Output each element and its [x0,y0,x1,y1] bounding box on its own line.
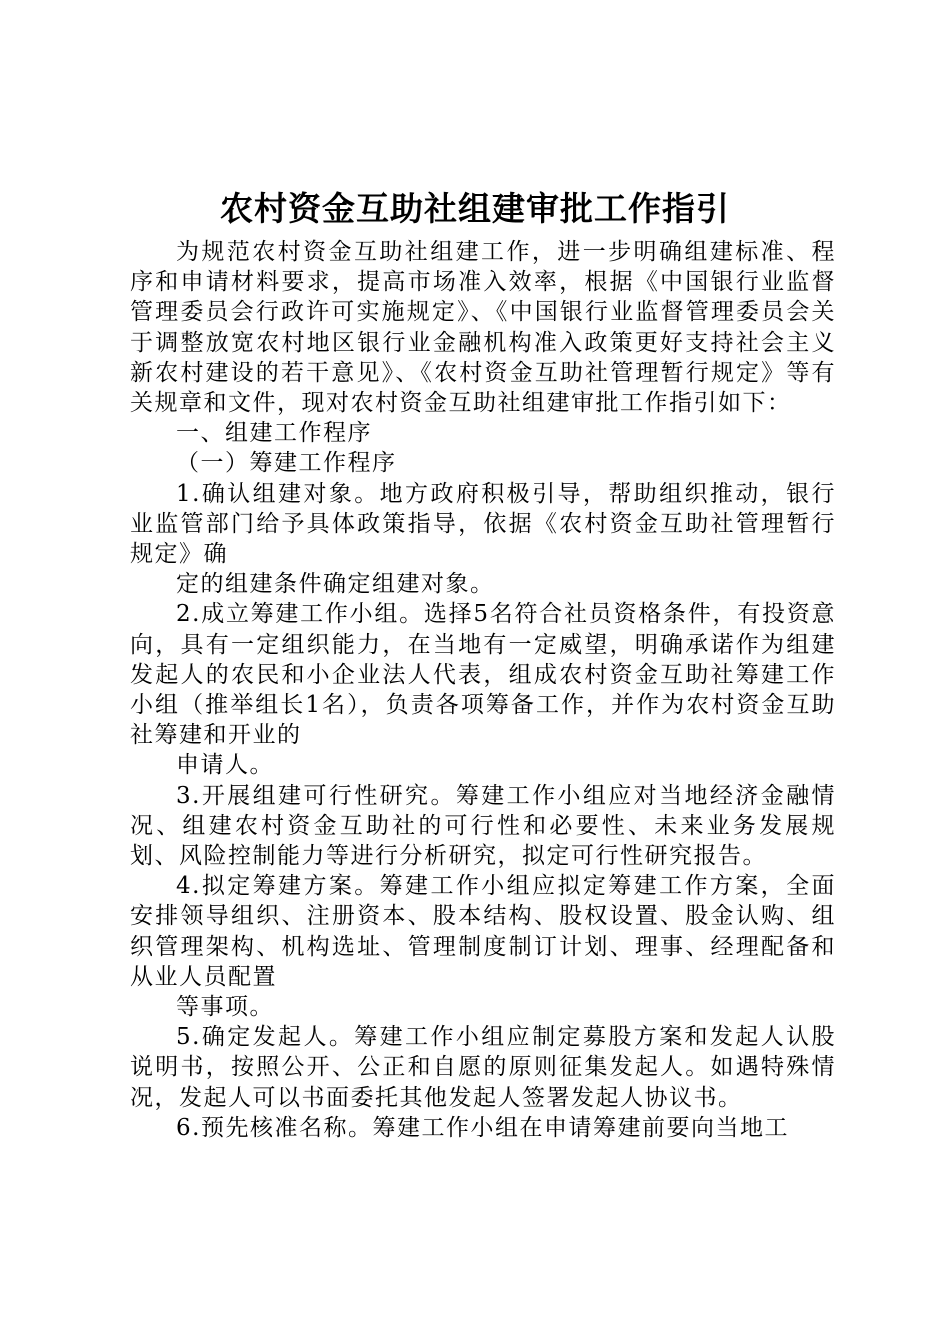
paragraph-item-3: 3.开展组建可行性研究。筹建工作小组应对当地经济金融情况、组建农村资金互助社的可行性和必要性、未来业务发展规划、风险控制能力等进行分析研究，拟定可行性研究报告。 [130,782,836,870]
paragraph-item-1: 1.确认组建对象。地方政府积极引导，帮助组织推动，银行业监管部门给予具体政策指导，依据《农村资金互助社管理暂行规定》确 [130,480,836,568]
paragraph-item-2-cont: 申请人。 [176,752,274,779]
subsection-heading-1: （一）筹建工作程序 [176,450,397,477]
paragraph-item-6: 6.预先核准名称。筹建工作小组在申请筹建前要向当地工 [176,1114,789,1141]
paragraph-item-4: 4.拟定筹建方案。筹建工作小组应拟定筹建工作方案，全面安排领导组织、注册资本、股本结构、股权设置、股金认购、组织管理架构、机构选址、管理制度制订计划、理事、经理配备和从业人员配置 [130,873,836,990]
paragraph-item-2: 2.成立筹建工作小组。选择5名符合社员资格条件，有投资意向，具有一定组织能力，在当地有一定威望，明确承诺作为组建发起人的农民和小企业法人代表，组成农村资金互助社筹建工作小组（推举组长1名），负责各项筹备工作，并作为农村资金互助社筹建和开业的 [130,601,836,749]
paragraph-item-1-cont: 定的组建条件确定组建对象。 [176,571,495,598]
paragraph-item-5: 5.确定发起人。筹建工作小组应制定募股方案和发起人认股说明书，按照公开、公正和自愿的原则征集发起人。如遇特殊情况，发起人可以书面委托其他发起人签署发起人协议书。 [130,1024,836,1111]
paragraph-item-4-cont: 等事项。 [176,994,274,1021]
document-title: 农村资金互助社组建审批工作指引 [220,189,730,228]
document-body [130,237,836,1143]
section-heading-1: 一、组建工作程序 [176,420,372,447]
paragraph-intro: 为规范农村资金互助社组建工作，进一步明确组建标准、程序和申请材料要求，提高市场准入效率，根据《中国银行业监督管理委员会行政许可实施规定》、《中国银行业监督管理委员会关于调整放宽农村地区银行业金融机构准入政策更好支持社会主义新农村建设的若干意见》、《农村资金互助社管理暂行规定》等有关规章和文件，现对农村资金互助社组建审批工作指引如下： [130,239,836,417]
